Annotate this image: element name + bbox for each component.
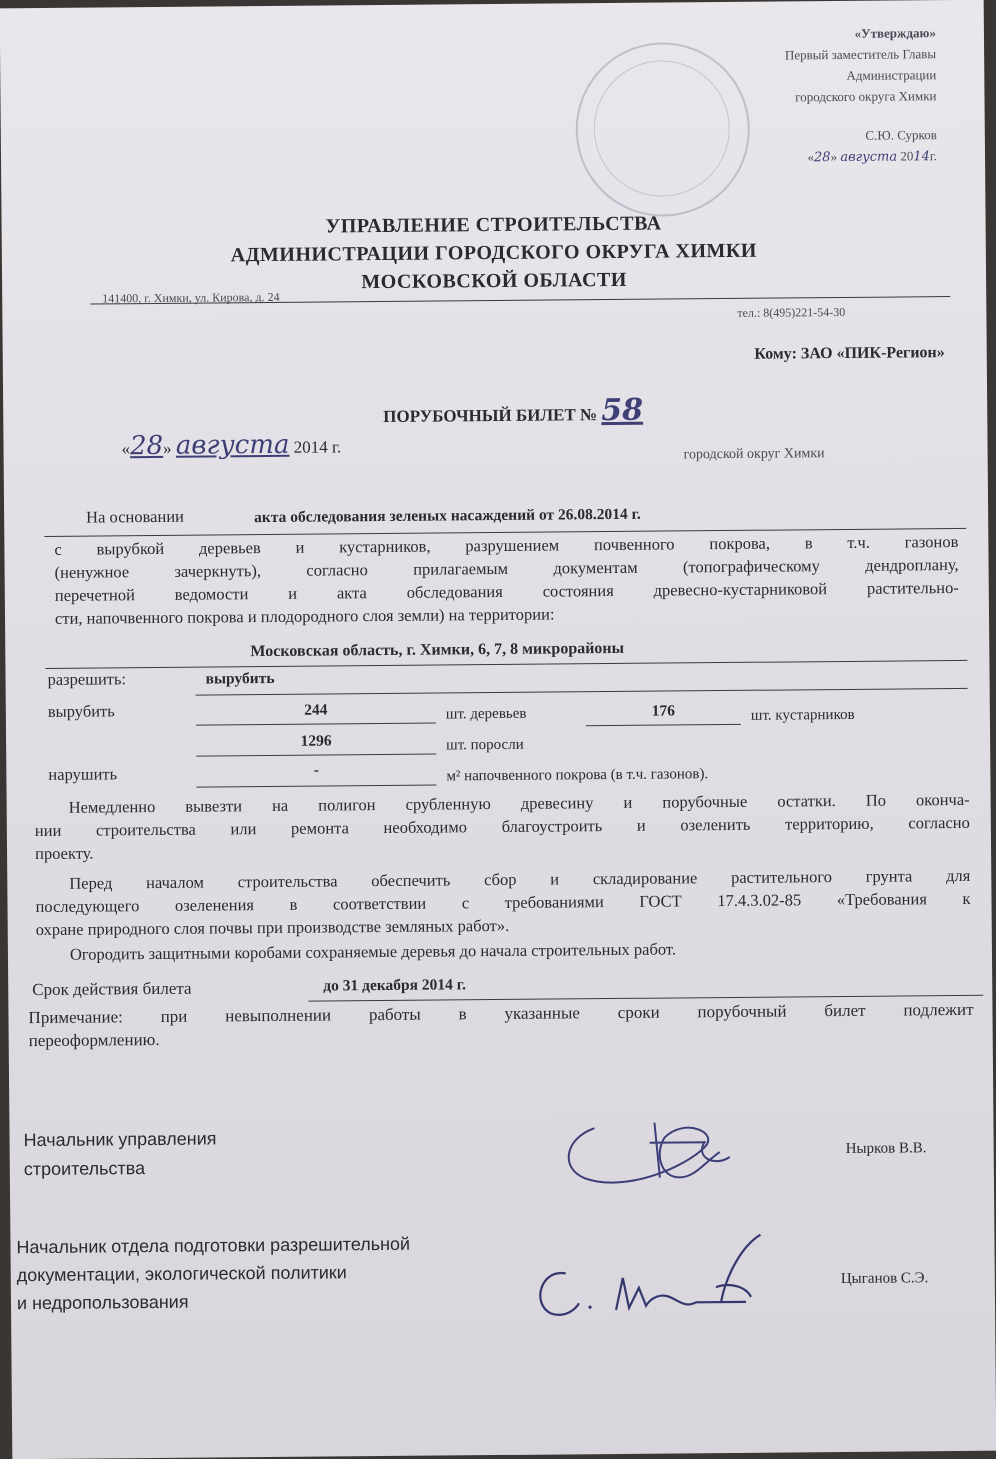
validity-label: Срок действия билета [32,978,192,1000]
ticket-month: августа [175,429,290,461]
validity-value: до 31 декабря 2014 г. [323,976,466,995]
violate-value: - [313,761,319,779]
cut-label: вырубить [47,701,115,721]
ticket-place: городской округ Химки [683,446,825,463]
territory-value: Московская область, г. Химки, 6, 7, 8 микрорайоны [250,639,625,661]
signer1-name: Нырков В.В. [845,1140,927,1157]
signer2-title: Начальник отдела подготовки разрешительной документации, экологической политики и недропользования [16,1233,411,1314]
approval-heading: «Утверждаю» [854,25,937,41]
ticket-day: 28 [129,430,164,462]
approval-day: 28 [813,150,831,166]
signer1-title: Начальник управления строительства [23,1128,217,1180]
growth-unit: шт. поросли [446,736,524,754]
round-seal-stamp [575,42,751,218]
org-title-line-1: УПРАВЛЕНИЕ СТРОИТЕЛЬСТВА [325,212,662,238]
approval-line-3: городского округа Химки [795,88,937,105]
ticket-title: ПОРУБОЧНЫЙ БИЛЕТ № 58 [383,392,644,429]
org-address: 141400, г. Химки, ул. Кирова, д. 24 [102,289,280,306]
shrubs-unit: шт. кустарников [750,706,855,724]
growth-count: 1296 [300,732,332,750]
approval-block [785,22,937,168]
org-title-line-2: АДМИНИСТРАЦИИ ГОРОДСКОГО ОКРУГА ХИМКИ [230,239,758,267]
approval-signer: С.Ю. Сурков [865,127,937,143]
ticket-date: «28» августа 2014 г. [121,429,342,462]
shrubs-count: 176 [651,702,676,720]
basis-value: акта обследования зеленых насаждений от 26.08.2014 г. [254,505,641,527]
trees-unit: шт. деревьев [445,705,527,723]
signature-2 [520,1227,781,1329]
recipient: Кому: ЗАО «ПИК-Регион» [754,344,945,363]
violate-unit: м² напочвенного покрова (в т.ч. газонов). [446,766,709,785]
basis-paragraph: с вырубкой деревьев и кустарников, разрушением почвенного покрова, в т.ч. газонов (ненужное зачеркнуть), согласно прилагаемым документам (топографическому дендроплану, перечетной ведомости и акта обследования состояния древесно-кустарниковой растительно- сти, напочвенного покрова и плодородного слоя земли) на территории: [54,531,959,628]
org-title-line-3: МОСКОВСКОЙ ОБЛАСТИ [361,268,627,294]
instructions: Немедленно вывезти на полигон срубленную древесину и порубочные остатки. По оконча- нии строительства или ремонта необходимо благоустроить и озеленить территорию, согласно проекту. Перед началом строительства обеспечить сбор и складирование растительного грунта для последующего озеленения в соответствии с требованиями ГОСТ 17.4.3.02-85 «Требования к охране природного слоя почвы при производстве земляных работ». Огородить защитными коробами сохраняемые деревья до начала строительных работ. [34,789,971,964]
basis-label: На основании [86,506,185,527]
note: Примечание: при невыполнении работы в указанные сроки порубочный билет подлежит переоформлению. [28,999,974,1051]
signature-1 [554,1107,755,1199]
approval-line-1: Первый заместитель Главы [784,46,937,63]
signer2-name: Цыганов С.Э. [840,1270,929,1288]
violate-label: нарушить [48,764,118,784]
allow-label: разрешить: [47,669,127,689]
approval-month: августа [840,149,898,165]
approval-line-2: Администрации [846,67,937,83]
trees-count: 244 [304,701,328,719]
approval-year-suffix: 14 [913,149,930,165]
allow-value: вырубить [205,669,275,688]
ticket-number: 58 [601,392,644,429]
org-phone: тел.: 8(495)221-54-30 [737,304,846,320]
approval-date: «28» августа 2014г. [807,148,938,166]
